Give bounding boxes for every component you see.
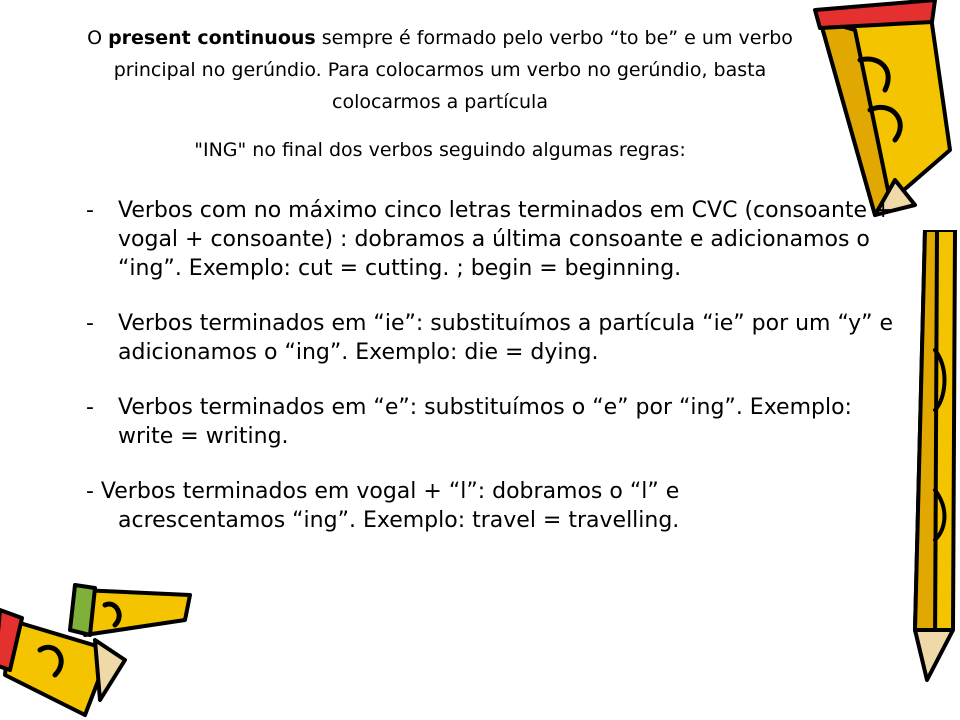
rule-text: Verbos terminados em “e”: substituímos o “e” por “ing”. Exemplo: write = writing. bbox=[118, 395, 852, 449]
rule-dash: - bbox=[86, 198, 94, 223]
rule-last-first-line: - Verbos terminados em vogal + “l”: dobramos o “l” e bbox=[86, 479, 680, 504]
rule-dash: - bbox=[86, 311, 94, 336]
intro-paragraph bbox=[60, 22, 820, 166]
rule-text: Verbos com no máximo cinco letras terminados em CVC (consoante + vogal + consoante) : dobramos a última consoante e adicionamos o “ing”. Exemplo: cut = cutting. ; begin = beginning. bbox=[118, 198, 893, 281]
rule-item bbox=[86, 309, 896, 367]
rule-item bbox=[86, 393, 896, 451]
rule-last-continuation: acrescentamos “ing”. Exemplo: travel = travelling. bbox=[118, 508, 680, 533]
rule-item-last bbox=[86, 477, 896, 535]
intro-post: sempre é formado pelo verbo “to be” e um verbo principal no gerúndio. Para colocarmos um verbo no gerúndio, basta colocarmos a partícula bbox=[113, 27, 793, 113]
rule-item bbox=[86, 196, 896, 283]
rule-text: Verbos terminados em “ie”: substituímos a partícula “ie” por um “y” e adicionamos o “ing”. Exemplo: die = dying. bbox=[118, 311, 894, 365]
intro-last-line: "ING" no final dos verbos seguindo algumas regras: bbox=[194, 139, 686, 161]
rules-list bbox=[86, 196, 896, 561]
intro-pre: O bbox=[87, 27, 109, 49]
pencils-bottom-left-icon bbox=[0, 580, 200, 720]
intro-bold-term: present continuous bbox=[108, 27, 316, 49]
pencil-right-edge-icon bbox=[895, 230, 960, 690]
intro-body bbox=[60, 22, 820, 118]
rule-dash: - bbox=[86, 395, 94, 420]
